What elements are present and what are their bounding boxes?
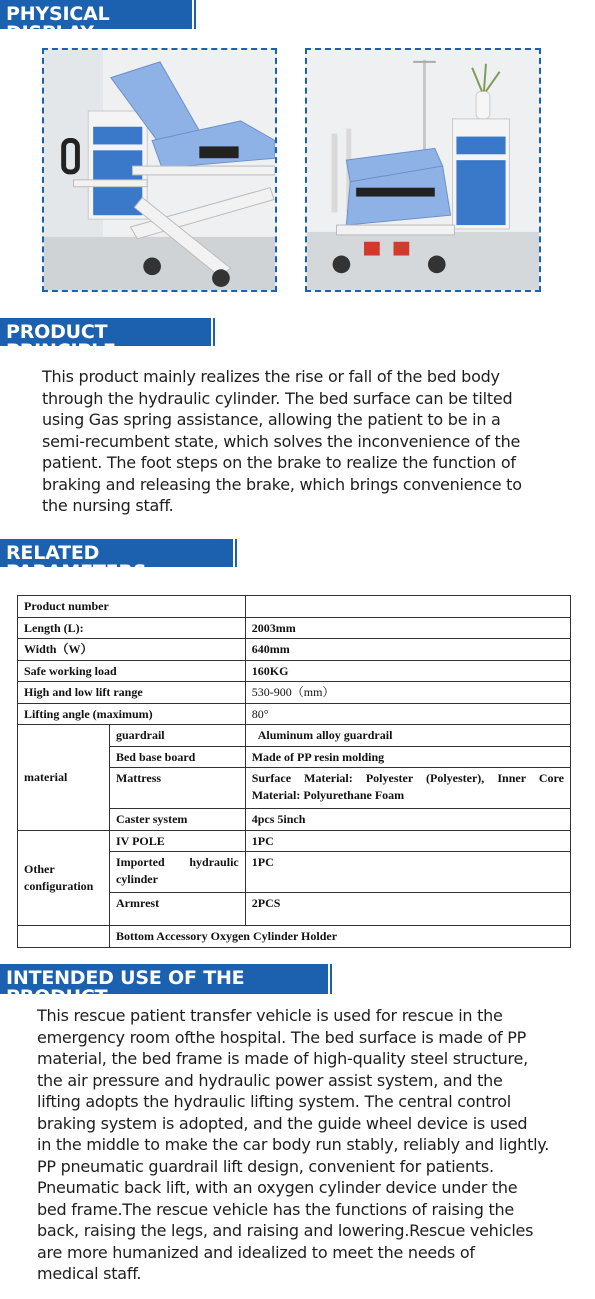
table-row-material-guardrail <box>18 725 571 747</box>
product-principle-paragraph: This product mainly realizes the rise or fall of the bed body through the hydraulic cylinder. The bed surface can be tilted using Gas spring assistance, allowing the patient to be in a semi-recumbent state, which solves the inconvenience of the patient. The foot steps on the brake to realize the function of braking and releasing the brake, which brings convenience to the nursing staff. <box>42 367 522 515</box>
parameters-table <box>17 595 571 948</box>
section-title-intended-use: INTENDED USE OF THE PRODUCT <box>0 964 328 994</box>
param-label: Safe working load <box>18 660 246 682</box>
param-value: 160KG <box>245 660 570 682</box>
param-value: 640mm <box>245 639 570 661</box>
table-row-product-number <box>18 596 571 618</box>
config-value: 1PC <box>245 852 570 893</box>
bottom-accessory: Bottom Accessory Oxygen Cylinder Holder <box>109 926 570 948</box>
transfer-bed-tilted-image <box>44 50 275 290</box>
product-photo-tilted <box>42 48 277 292</box>
material-name: Mattress <box>109 768 245 809</box>
material-value: Made of PP resin molding <box>245 746 570 768</box>
table-row-load <box>18 660 571 682</box>
table-row-width <box>18 639 571 661</box>
param-value: 530-900（mm） <box>245 682 570 704</box>
param-value <box>245 596 570 618</box>
material-name: Caster system <box>109 809 245 831</box>
intended-use-paragraph: This rescue patient transfer vehicle is used for rescue in the emergency room ofthe hospital. The bed surface is made of PP material, the bed frame is made of high-quality steel structure, the air pressure and hydraulic power assist system, and the lifting adopts the hydraulic lifting system. The central control braking system is adopted, and the guide wheel device is used in the middle to make the car body run stably, reliably and lightly. PP pneumatic guardrail lift design, convenient for patients. Pneumatic back lift, with an oxygen cylinder device under the bed frame.The rescue vehicle has the functions of raising the back, raising the legs, and raising and lowering.Rescue vehicles are more humanized and idealized to meet the needs of medical staff. <box>37 1006 550 1283</box>
param-label: Lifting angle (maximum) <box>18 703 246 725</box>
material-value: Aluminum alloy guardrail <box>245 725 570 747</box>
section-title-product-principle: PRODUCT PRINCIPLE <box>0 318 211 346</box>
param-label: Product number <box>18 596 246 618</box>
transfer-bed-flat-image <box>307 50 539 290</box>
param-label: High and low lift range <box>18 682 246 704</box>
table-row-lift-range <box>18 682 571 704</box>
group-label-other-configuration: Other configuration <box>18 830 110 926</box>
config-name: Imported hydraulic cylinder <box>109 852 245 893</box>
table-row-other-iv-pole <box>18 830 571 852</box>
material-value: 4pcs 5inch <box>245 809 570 831</box>
section-title-physical-display: PHYSICAL DISPLAY <box>0 0 192 29</box>
param-value: 2003mm <box>245 617 570 639</box>
product-photo-flat <box>305 48 541 292</box>
material-name: Bed base board <box>109 746 245 768</box>
param-label: Width（W） <box>18 639 246 661</box>
section-title-related-parameters: RELATED PARAMETERS <box>0 539 233 567</box>
table-row-bottom-accessory <box>18 926 571 948</box>
config-value: 1PC <box>245 830 570 852</box>
material-value: Surface Material: Polyester (Polyester), Inner Core Material: Polyurethane Foam <box>245 768 570 809</box>
config-value: 2PCS <box>245 893 570 926</box>
table-row-length <box>18 617 571 639</box>
table-row-angle <box>18 703 571 725</box>
param-value: 80° <box>245 703 570 725</box>
material-name: guardrail <box>109 725 245 747</box>
config-name: Armrest <box>109 893 245 926</box>
group-label-material: material <box>18 725 110 831</box>
param-label: Length (L): <box>18 617 246 639</box>
config-name: IV POLE <box>109 830 245 852</box>
